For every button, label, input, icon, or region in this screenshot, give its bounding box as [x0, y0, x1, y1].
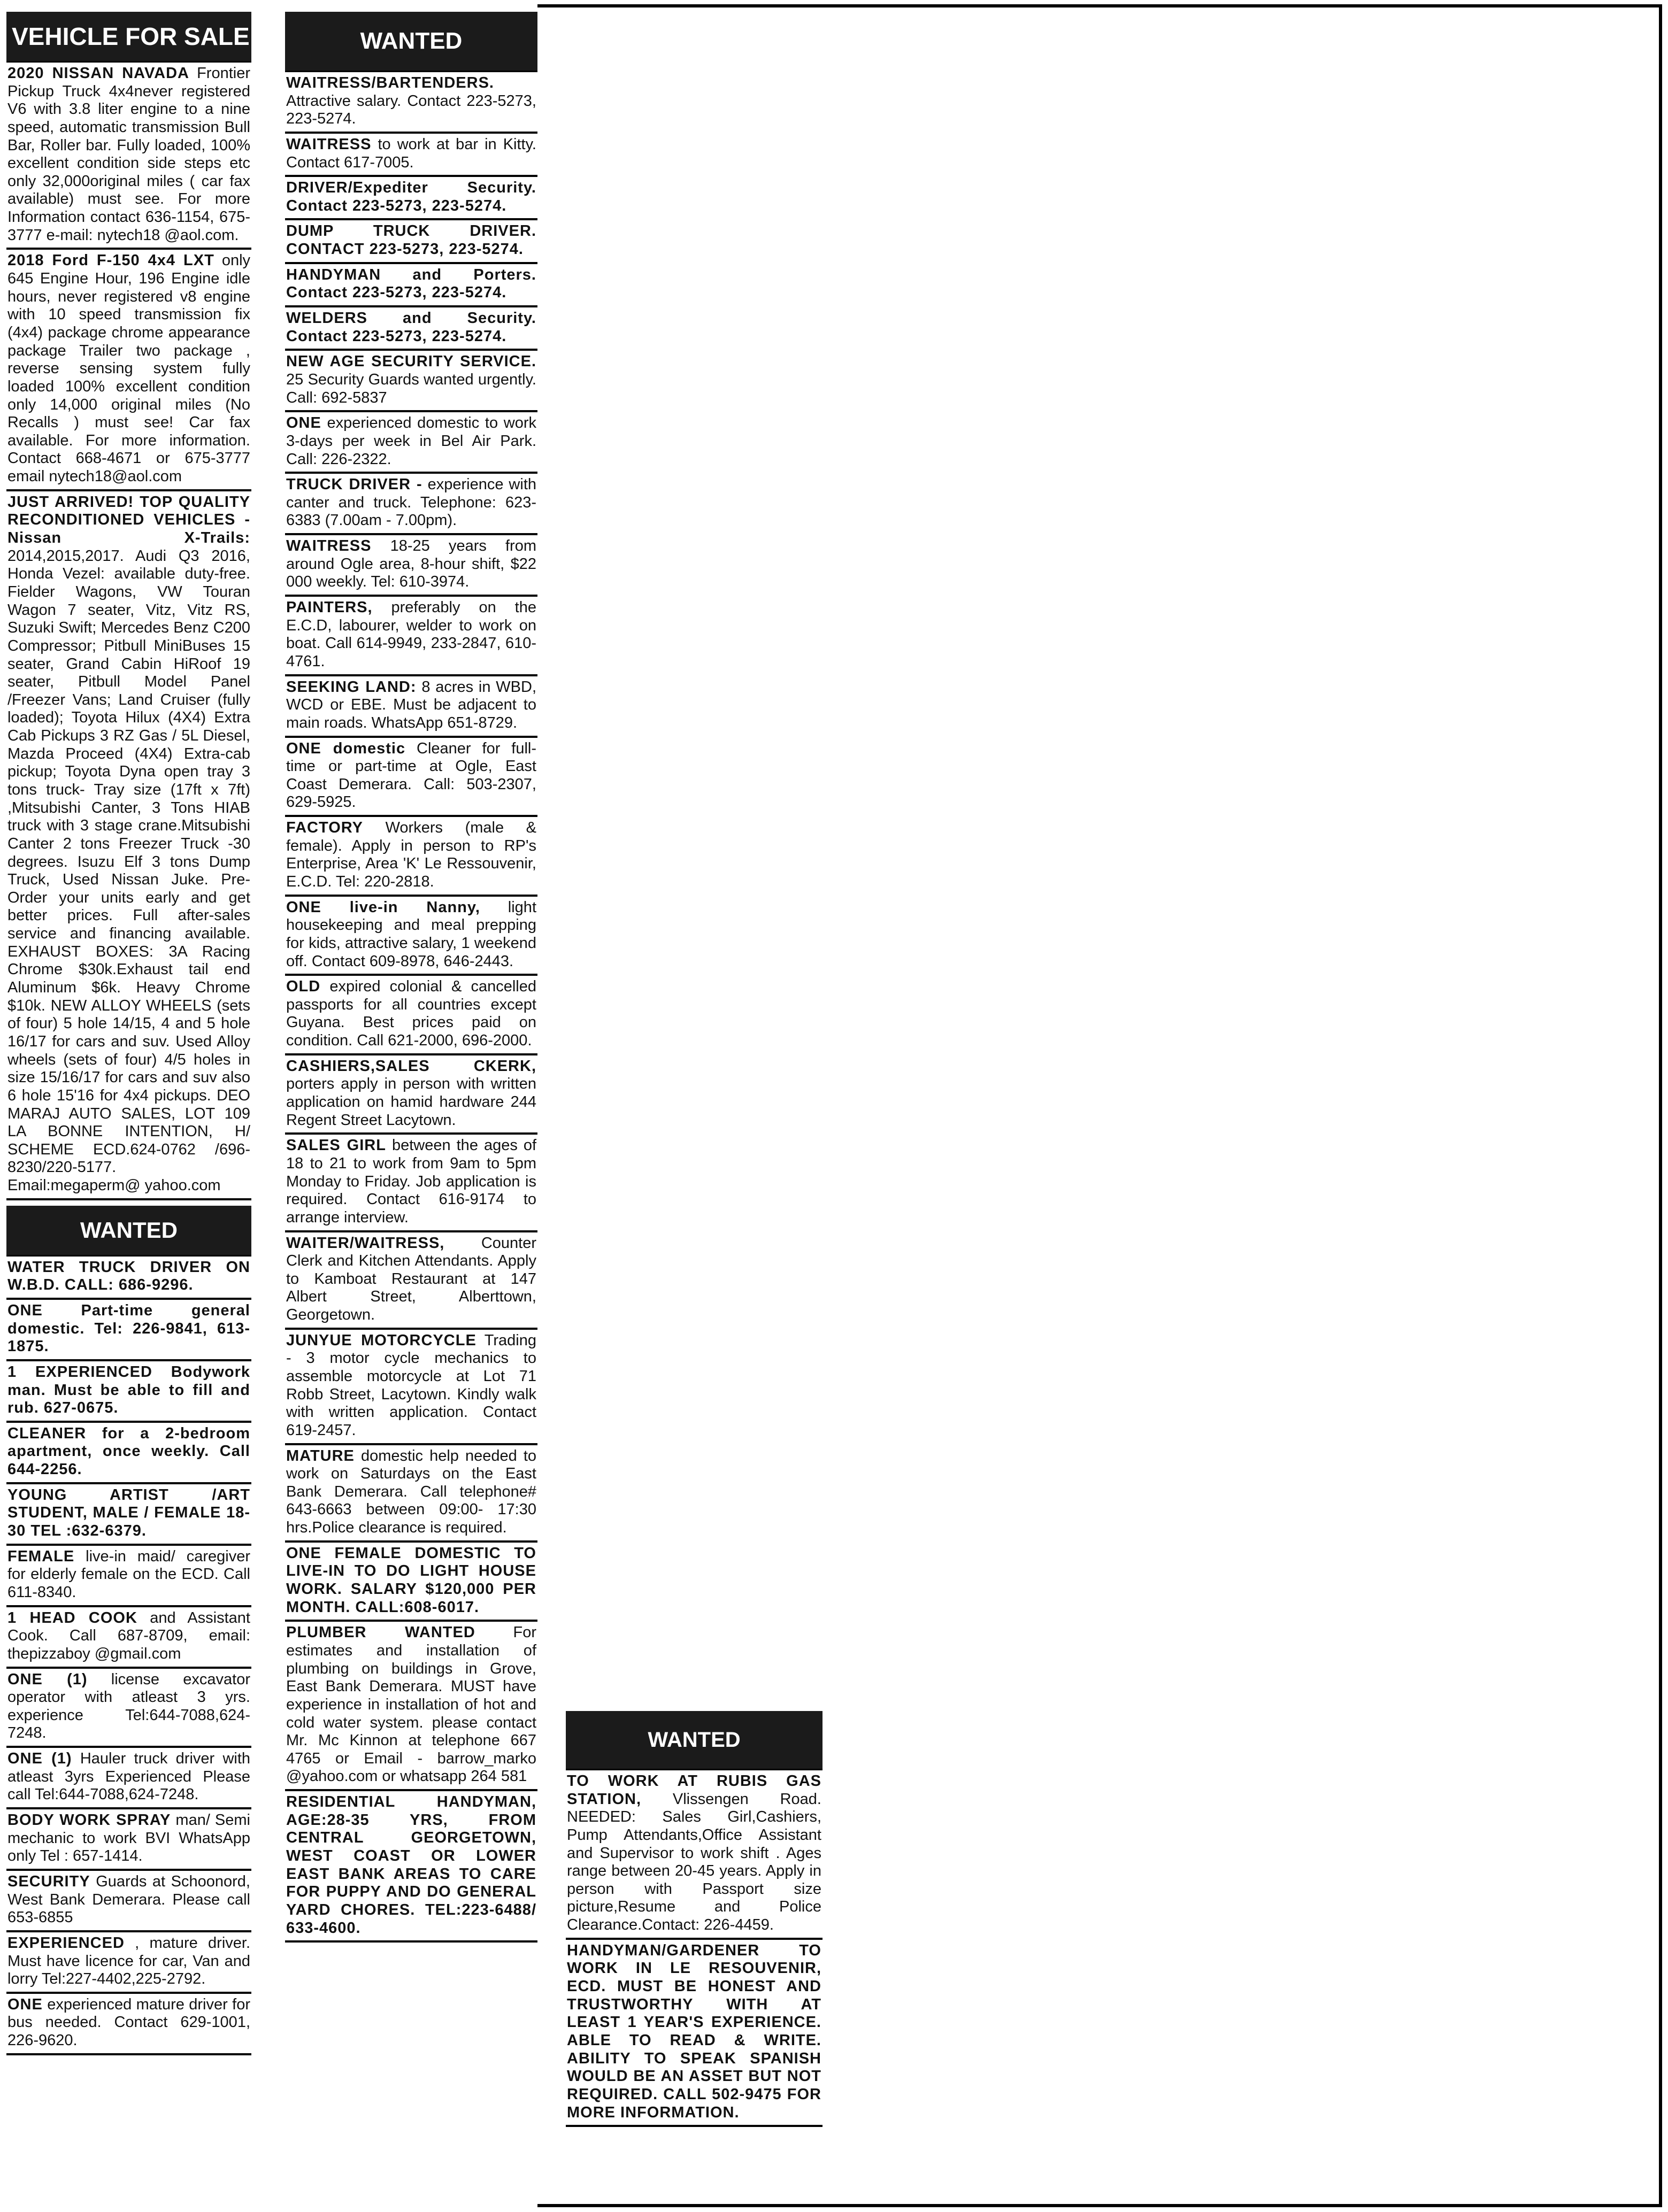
ad-lead-text: ONE (1) — [7, 1750, 72, 1768]
ad-lead-text: CASHIERS,SALES CKERK, — [286, 1057, 536, 1075]
ad-lead-text: ONE (1) — [7, 1670, 88, 1688]
ad-body-text: expired colonial & cancelled passports for all countries except Guyana. Best prices paid on condition. Call 621-2000, 696-2000. — [286, 978, 537, 1050]
ad-lead-text: HANDYMAN/GARDENER TO WORK IN LE RESOUVENIR, ECD. MUST BE HONEST AND TRUSTWORTHY WITH AT LEAST 1 YEAR'S EXPERIENCE. ABLE TO READ & WRITE. ABILITY TO SPEAK SPANISH WOULD BE AN ASSET BUT NOT REQUIRED. CALL 502-9475 FOR MORE INFORMATION. — [567, 1941, 821, 2121]
ad-lead-text: BODY WORK SPRAY — [7, 1812, 171, 1829]
ad-body-text: domestic help needed to work on Saturdays on the East Bank Demerara. Call telephone# 643-6663 between 09:00- 17:30 hrs.Police clearance is required. — [286, 1447, 537, 1537]
classified-ad — [285, 1543, 537, 1622]
ad-lead-text: ONE live-in Nanny, — [286, 898, 480, 916]
ad-body-text: porters apply in person with written application on hamid hardware 244 Regent Street Lacytown. — [286, 1075, 536, 1129]
ad-lead-text: 2020 NISSAN NAVADA — [7, 65, 189, 82]
ad-lead-text: HANDYMAN and Porters. Contact 223-5273, 223-5274. — [286, 266, 536, 302]
vehicle-ads-list — [6, 63, 251, 1200]
ad-body-text: to work at bar in Kitty. Contact 617-7005. — [286, 135, 536, 171]
ad-body-text: preferably on the E.C.D, labourer, welder to work on boat. Call 614-9949, 233-2847, 610-4761. — [286, 599, 536, 670]
ad-lead-text: JUST ARRIVED! TOP QUALITY RECONDITIONED VEHICLES - Nissan X-Trails: — [7, 493, 250, 547]
ad-lead-text: JUNYUE MOTORCYCLE — [286, 1331, 476, 1349]
ad-lead-text: OLD — [286, 978, 321, 996]
ad-body-text: 25 Security Guards wanted urgently. Call: 692-5837 — [286, 371, 536, 406]
classified-ad — [285, 676, 537, 738]
classified-ad — [285, 220, 537, 264]
classified-ad — [285, 597, 537, 676]
ad-body-text: between the ages of 18 to 21 to work from 9am to 5pm Monday to Friday. Job application is required. Contact 616-9174 to arrange interview. — [286, 1137, 537, 1226]
ad-lead-text: SECURITY — [7, 1872, 90, 1890]
ad-lead-text: TO WORK AT RUBIS GAS STATION, — [567, 1772, 821, 1808]
ad-body-text: Counter Clerk and Kitchen Attendants. Apply to Kamboat Restaurant at 147 Albert Street, Alberttown, Georgetown. — [286, 1234, 536, 1324]
ad-lead-text: RESIDENTIAL HANDYMAN, AGE:28-35 YRS, FROM CENTRAL GEORGETOWN, WEST COAST OR LOWER EAST BANK AREAS TO CARE FOR PUPPY AND DO GENERAL YARD CHORES. TEL:223-6488/ 633-4600. — [286, 1793, 536, 1937]
classified-ad — [6, 1361, 251, 1423]
classified-ad — [285, 1135, 537, 1232]
ad-lead-text: CLEANER for a 2-bedroom apartment, once weekly. Call 644-2256. — [7, 1424, 250, 1478]
ad-lead-text: 1 HEAD COOK — [7, 1609, 137, 1627]
classified-ad — [6, 1546, 251, 1607]
classified-ad — [6, 250, 251, 491]
wanted-header-col2: WANTED — [285, 12, 537, 72]
ad-lead-text: SEEKING LAND: — [286, 678, 417, 696]
classified-ad — [6, 1423, 251, 1484]
classified-ad — [6, 1932, 251, 1994]
classified-ad — [285, 307, 537, 351]
classified-ad — [285, 1330, 537, 1445]
classified-ad — [6, 1994, 251, 2055]
ad-lead-text: DUMP TRUCK DRIVER. CONTACT 223-5273, 223-5274. — [286, 222, 536, 258]
ad-body-text: Hauler truck driver with atleast 3yrs Experienced Please call Tel:644-7088,624-7248. — [7, 1750, 251, 1803]
classified-ad — [285, 1232, 537, 1330]
classified-ad — [6, 1607, 251, 1669]
ad-lead-text: 1 EXPERIENCED Bodywork man. Must be able to fill and rub. 627-0675. — [7, 1363, 250, 1417]
classified-ad — [285, 1622, 537, 1791]
ad-body-text: experienced mature driver for bus needed. Contact 629-1001, 226-9620. — [7, 1995, 250, 2049]
ad-lead-text: ONE — [286, 414, 321, 432]
classified-ad — [566, 1770, 823, 1940]
classified-ad — [285, 535, 537, 597]
wanted-ads-list-col3 — [566, 1770, 823, 2127]
column-2 — [285, 12, 537, 1943]
classified-ad — [285, 817, 537, 897]
ad-body-text: Guards at Schoonord, West Bank Demerara. Please call 653-6855 — [7, 1872, 250, 1926]
wanted-header-col1: WANTED — [6, 1206, 251, 1257]
classified-ad — [6, 1484, 251, 1546]
classified-ad — [6, 1871, 251, 1932]
ad-body-text: 18-25 years from around Ogle area, 8-hour shift, $22 000 weekly. Tel: 610-3974. — [286, 537, 537, 591]
ad-lead-text: FACTORY — [286, 819, 363, 837]
ad-body-text: experienced domestic to work 3-days per week in Bel Air Park. Call: 226-2322. — [286, 414, 536, 468]
classified-ad — [6, 1257, 251, 1300]
classified-ad — [285, 351, 537, 412]
classified-ad — [285, 976, 537, 1055]
ad-lead-text: WAITER/WAITRESS, — [286, 1234, 445, 1252]
classified-ad — [6, 1809, 251, 1871]
ad-lead-text: WAITRESS — [286, 537, 372, 555]
wanted-ads-list-col2 — [285, 72, 537, 1943]
ad-lead-text: PLUMBER WANTED — [286, 1624, 475, 1641]
classified-ad — [285, 177, 537, 220]
classified-ad — [285, 474, 537, 535]
ad-body-text: experience with canter and truck. Telephone: 623-6383 (7.00am - 7.00pm). — [286, 476, 537, 529]
ad-lead-text: DRIVER/Expediter Security. Contact 223-5273, 223-5274. — [286, 179, 536, 214]
ad-body-text: 2014,2015,2017. Audi Q3 2016, Honda Vezel: available duty-free. Fielder Wagons, VW Touran Wagon 7 seater, Vitz, Vitz RS, Suzuki Swift; Mercedes Benz C200 Compressor; Pitbull MiniBuses 15 seater, Grand Cabin HiRoof 19 seater, Pitbull Model Panel /Freezer Vans; Land Cruiser (fully loaded); Toyota Hilux (4X4) Extra Cab Pickups 3 RZ Gas / 5L Diesel, Mazda Proceed (4X4) Extra-cab pickup; Toyota Dyna open tray 3 tons truck- Tray size (17ft x 7ft) ,Mitsubishi Canter, 3 Tons HIAB truck with 3 stage crane.Mitsubishi Canter 2 tons Freezer Truck -30 degrees. Isuzu Elf 3 tons Dump Truck, Used Nissan Juke. Pre-Order your units early and get better prices. Full after-sales service and financing available. EXHAUST BOXES: 3A Racing Chrome $30k.Exhaust tail end Aluminum $6k. Heavy Chrome $10k. NEW ALLOY WHEELS (sets of four) 5 hole 14/15, 4 and 5 hole 16/17 for cars and suv. Used Alloy wheels (sets of four) 4/5 holes in size 15/16/17 for cars and suv also 6 hole 15'16 for 4x4 pickups. DEO MARAJ AUTO SALES, LOT 109 LA BONNE INTENTION, H/ SCHEME ECD.624-0762 /696-8230/220-5177. Email:megaperm@ yahoo.com — [7, 547, 250, 1194]
classified-ad — [285, 1445, 537, 1543]
ad-lead-text: ONE — [7, 1995, 43, 2013]
classified-ad — [285, 897, 537, 976]
ad-lead-text: ONE Part-time general domestic. Tel: 226-9841, 613-1875. — [7, 1302, 250, 1355]
wanted-ads-list-col1 — [6, 1257, 251, 2055]
column-1 — [6, 12, 251, 2055]
ad-body-text: Trading - 3 motor cycle mechanics to assemble motorcycle at Lot 71 Robb Street, Lacytown. Kindly walk with written application. Contact 619-2457. — [286, 1331, 536, 1439]
ad-lead-text: FEMALE — [7, 1547, 75, 1565]
classified-ad — [6, 1300, 251, 1361]
ad-lead-text: WAITRESS — [286, 135, 372, 153]
classified-ad — [6, 491, 251, 1200]
ad-lead-text: ONE domestic — [286, 739, 406, 757]
ad-body-text: Cleaner for full-time or part-time at Ogle, East Coast Demerara. Call: 503-2307, 629-5925. — [286, 739, 537, 811]
ad-lead-text: YOUNG ARTIST /ART STUDENT, MALE / FEMALE 18-30 TEL :632-6379. — [7, 1486, 250, 1540]
ad-body-text: , mature driver. Must have licence for car, Van and lorry Tel:227-4402,225-2792. — [7, 1934, 250, 1988]
ad-body-text: 8 acres in WBD, WCD or EBE. Must be adjacent to main roads. WhatsApp 651-8729. — [286, 678, 536, 731]
ad-body-text: license excavator operator with atleast 3 yrs. experience Tel:644-7088,624-7248. — [7, 1670, 250, 1742]
classified-ad — [566, 1940, 823, 2127]
ad-body-text: live-in maid/ caregiver for elderly female on the ECD. Call 611-8340. — [7, 1547, 250, 1601]
ad-lead-text: WAITRESS/BARTENDERS. — [286, 74, 494, 91]
ad-lead-text: WELDERS and Security. Contact 223-5273, 223-5274. — [286, 310, 536, 345]
ad-body-text: For estimates and installation of plumbing on buildings in Grove, East Bank Demerara. MUST have experience in installation of hot and cold water system. please contact Mr. Mc Kinnon at telephone 667 4765 or Email - barrow_marko @yahoo.com or whatsapp 264 581 — [286, 1624, 536, 1785]
ad-lead-text: TRUCK DRIVER - — [286, 476, 422, 494]
ad-body-text: Attractive salary. Contact 223-5273, 223-5274. — [286, 92, 536, 128]
ad-body-text: light housekeeping and meal prepping for kids, attractive salary, 1 weekend off. Contact 609-8978, 646-2443. — [286, 898, 536, 970]
ad-body-text: Frontier Pickup Truck 4x4never registered V6 with 3.8 liter engine to a nine speed, automatic transmission Bull Bar, Roller bar. Fully loaded, 100% excellent condition side steps etc only 32,000original miles ( car fax available) must see. For more Information contact 636-1154, 675-3777 e-mail: nytech18 @aol.com. — [7, 65, 250, 244]
ad-lead-text: PAINTERS, — [286, 599, 373, 616]
ad-lead-text: MATURE — [286, 1447, 355, 1465]
ad-lead-text: EXPERIENCED — [7, 1934, 125, 1952]
column-3 — [566, 1711, 823, 2127]
classified-ad — [285, 1791, 537, 1943]
classified-ad — [285, 412, 537, 474]
ad-body-text: Vlissengen Road. NEEDED: Sales Girl,Cashiers, Pump Attendants,Office Assistant and Supervisor to work shift . Ages range between 20-45 years. Apply in person with Passport size picture,Resume and Police Clearance.Contact: 226-4459. — [567, 1790, 821, 1934]
ad-lead-text: WATER TRUCK DRIVER ON W.B.D. CALL: 686-9296. — [7, 1258, 250, 1294]
ad-lead-text: 2018 Ford F-150 4x4 LXT — [7, 252, 214, 269]
classified-ad — [285, 264, 537, 307]
classified-ad — [6, 1669, 251, 1748]
ad-body-text: man/ Semi mechanic to work BVI WhatsApp only Tel : 657-1414. — [7, 1812, 250, 1865]
classified-ad — [285, 1055, 537, 1135]
wanted-header-col3: WANTED — [566, 1711, 823, 1770]
classified-ad — [285, 738, 537, 818]
classified-ad — [6, 1748, 251, 1809]
ad-lead-text: ONE FEMALE DOMESTIC TO LIVE-IN TO DO LIGHT HOUSE WORK. SALARY $120,000 PER MONTH. CALL:608-6017. — [286, 1544, 536, 1616]
classified-ad — [285, 72, 537, 134]
ad-lead-text: SALES GIRL — [286, 1137, 386, 1154]
ad-lead-text: NEW AGE SECURITY SERVICE. — [286, 353, 536, 371]
ad-body-text: only 645 Engine Hour, 196 Engine idle hours, never registered v8 engine with 10 speed transmission fix (4x4) package chrome appearance package Trailer two package , reverse sensing system fully loaded 100% excellent condition only 14,000 original miles (No Recalls ) must see! Car fax available. For more information. Contact 668-4671 or 675-3777 email nytech18@aol.com — [7, 252, 251, 485]
ad-body-text: Workers (male & female). Apply in person to RP's Enterprise, Area 'K' Le Ressouvenir, E.C.D. Tel: 220-2818. — [286, 819, 537, 890]
classified-ad — [6, 63, 251, 250]
ad-body-text: and Assistant Cook. Call 687-8709, email: thepizzaboy @gmail.com — [7, 1609, 250, 1662]
classified-ad — [285, 134, 537, 177]
vehicle-for-sale-header: VEHICLE FOR SALE — [6, 12, 251, 63]
